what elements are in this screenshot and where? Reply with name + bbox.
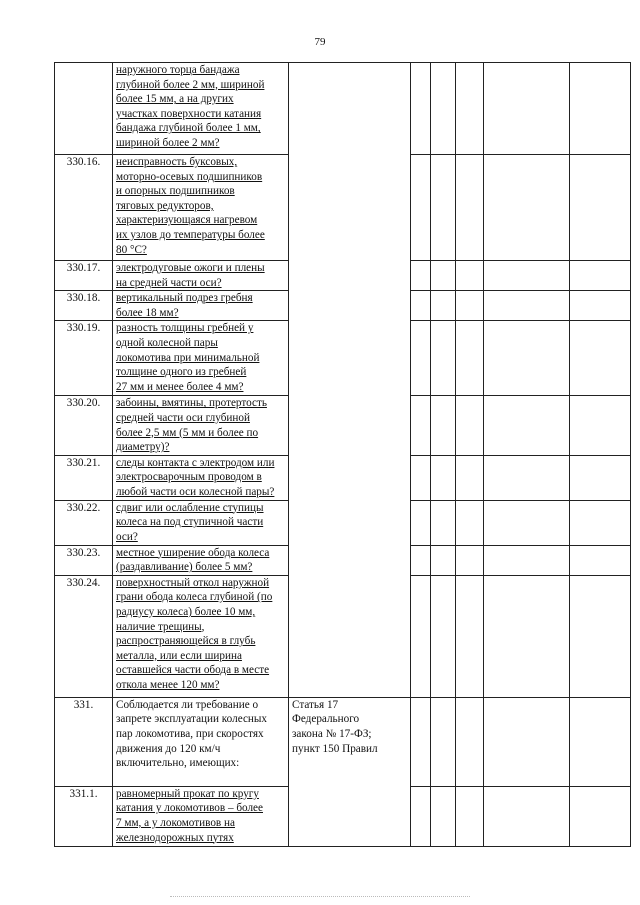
extra-cell — [570, 63, 631, 155]
answer-yes-cell — [411, 63, 431, 155]
requirement-line: 80 °C? — [116, 243, 147, 256]
answer-na-cell — [456, 697, 484, 786]
legal-reference-line: Статья 17 — [292, 698, 339, 711]
item-number: 330.19. — [55, 321, 113, 396]
requirement-line: тяговых редукторов, — [116, 199, 214, 212]
requirement-line: характеризующаяся нагревом — [116, 214, 258, 227]
requirement-line: электродуговые ожоги и плены — [116, 262, 265, 274]
answer-yes-cell — [411, 500, 431, 545]
answer-na-cell — [456, 261, 484, 291]
requirement-text — [113, 261, 289, 291]
requirement-text — [113, 786, 289, 846]
legal-reference-cell — [289, 63, 411, 698]
notes-cell — [484, 321, 570, 396]
answer-na-cell — [456, 455, 484, 500]
legal-reference-cell — [289, 697, 411, 846]
notes-cell — [484, 455, 570, 500]
extra-cell — [570, 455, 631, 500]
requirement-line: откола менее 120 мм? — [116, 678, 220, 691]
notes-cell — [484, 545, 570, 575]
requirement-line: включительно, имеющих: — [116, 757, 240, 770]
requirement-line: локомотива при минимальной — [116, 351, 260, 364]
answer-no-cell — [431, 786, 456, 846]
requirement-text — [113, 321, 289, 396]
checklist-table — [54, 62, 631, 847]
requirement-text — [113, 155, 289, 261]
item-number — [55, 63, 113, 155]
extra-cell — [570, 396, 631, 455]
requirement-line: вертикальный подрез гребня — [116, 292, 253, 305]
answer-yes-cell — [411, 575, 431, 697]
requirement-line: пар локомотива, при скоростях — [116, 727, 264, 740]
table-row — [55, 697, 631, 786]
item-number: 330.23. — [55, 545, 113, 575]
requirement-text — [113, 291, 289, 321]
requirement-line: (раздавливание) более 5 мм? — [116, 561, 253, 574]
answer-no-cell — [431, 697, 456, 786]
answer-no-cell — [431, 396, 456, 455]
item-number: 330.24. — [55, 575, 113, 697]
requirement-line: моторно-осевых подшипников — [116, 170, 263, 183]
requirement-line: наличие трещины, — [116, 620, 205, 633]
requirement-line: Соблюдается ли требование о — [116, 698, 259, 711]
answer-yes-cell — [411, 321, 431, 396]
requirement-text — [113, 455, 289, 500]
requirement-line: распространяющейся в глубь — [116, 635, 256, 648]
requirement-line: электросварочным проводом в — [116, 471, 262, 484]
notes-cell — [484, 786, 570, 846]
requirement-line: одной колесной пары — [116, 336, 218, 349]
requirement-line: железнодорожных путях — [116, 831, 234, 844]
notes-cell — [484, 155, 570, 261]
answer-yes-cell — [411, 455, 431, 500]
page-number: 79 — [314, 36, 326, 48]
requirement-line: более 18 мм? — [116, 306, 179, 319]
table-body — [55, 63, 631, 847]
requirement-line: наружного торца бандажа — [116, 64, 240, 76]
requirement-line: радиусу колеса) более 10 мм, — [116, 605, 256, 618]
answer-na-cell — [456, 155, 484, 261]
answer-yes-cell — [411, 261, 431, 291]
requirement-line: 7 мм, а у локомотивов на — [116, 816, 235, 829]
requirement-line: забоины, вмятины, протертость — [116, 397, 267, 410]
requirement-line: 27 мм и менее более 4 мм? — [116, 380, 244, 393]
extra-cell — [570, 155, 631, 261]
answer-na-cell — [456, 500, 484, 545]
item-number: 331. — [55, 697, 113, 786]
item-number: 330.21. — [55, 455, 113, 500]
requirement-line: участках поверхности катания — [116, 107, 262, 120]
answer-na-cell — [456, 575, 484, 697]
answer-no-cell — [431, 455, 456, 500]
extra-cell — [570, 291, 631, 321]
answer-no-cell — [431, 261, 456, 291]
extra-cell — [570, 500, 631, 545]
requirement-line: движения до 120 км/ч — [116, 742, 221, 755]
answer-yes-cell — [411, 396, 431, 455]
requirement-text — [113, 575, 289, 697]
answer-na-cell — [456, 545, 484, 575]
requirement-text — [113, 63, 289, 155]
answer-na-cell — [456, 786, 484, 846]
notes-cell — [484, 500, 570, 545]
item-number: 330.18. — [55, 291, 113, 321]
notes-cell — [484, 291, 570, 321]
requirement-line: бандажа глубиной более 1 мм, — [116, 122, 261, 135]
item-number: 330.22. — [55, 500, 113, 545]
legal-reference-line: пункт 150 Правил — [292, 742, 378, 755]
requirement-text — [113, 697, 289, 786]
answer-na-cell — [456, 291, 484, 321]
extra-cell — [570, 545, 631, 575]
scan-artifact-line — [170, 896, 470, 898]
answer-no-cell — [431, 291, 456, 321]
requirement-line: более 15 мм, а на других — [116, 93, 234, 106]
answer-no-cell — [431, 155, 456, 261]
notes-cell — [484, 63, 570, 155]
requirement-line: и опорных подшипников — [116, 185, 235, 198]
requirement-line: поверхностный откол наружной — [116, 576, 270, 589]
answer-yes-cell — [411, 786, 431, 846]
requirement-line: колеса на под ступичной части — [116, 516, 264, 529]
legal-reference-line: Федерального — [292, 713, 360, 726]
requirement-line: сдвиг или ослабление ступицы — [116, 501, 264, 514]
requirement-line: толщине одного из гребней — [116, 366, 247, 379]
requirement-text — [113, 545, 289, 575]
requirement-text — [113, 500, 289, 545]
item-number: 330.16. — [55, 155, 113, 261]
extra-cell — [570, 261, 631, 291]
legal-reference-line: закона № 17-ФЗ; — [292, 727, 372, 740]
answer-na-cell — [456, 396, 484, 455]
requirement-text — [113, 396, 289, 455]
requirement-line: разность толщины гребней у — [116, 322, 254, 335]
requirement-line: неисправность буксовых, — [116, 156, 238, 168]
requirement-line: их узлов до температуры более — [116, 228, 265, 241]
answer-no-cell — [431, 63, 456, 155]
item-number: 331.1. — [55, 786, 113, 846]
requirement-line: любой части оси колесной пары? — [116, 485, 275, 498]
item-number: 330.20. — [55, 396, 113, 455]
requirement-line: оставшейся части обода в месте — [116, 664, 270, 677]
extra-cell — [570, 321, 631, 396]
requirement-line: местное уширение обода колеса — [116, 546, 270, 559]
answer-yes-cell — [411, 291, 431, 321]
notes-cell — [484, 697, 570, 786]
answer-no-cell — [431, 545, 456, 575]
extra-cell — [570, 786, 631, 846]
answer-no-cell — [431, 321, 456, 396]
extra-cell — [570, 697, 631, 786]
requirement-line: шириной более 2 мм? — [116, 136, 220, 149]
answer-yes-cell — [411, 155, 431, 261]
answer-no-cell — [431, 500, 456, 545]
answer-no-cell — [431, 575, 456, 697]
extra-cell — [570, 575, 631, 697]
answer-na-cell — [456, 321, 484, 396]
notes-cell — [484, 396, 570, 455]
item-number: 330.17. — [55, 261, 113, 291]
answer-yes-cell — [411, 545, 431, 575]
answer-yes-cell — [411, 697, 431, 786]
notes-cell — [484, 575, 570, 697]
notes-cell — [484, 261, 570, 291]
answer-na-cell — [456, 63, 484, 155]
requirement-line: катания у локомотивов – более — [116, 802, 263, 815]
requirement-line: на средней части оси? — [116, 276, 222, 289]
requirement-line: оси? — [116, 530, 138, 543]
requirement-line: глубиной более 2 мм, шириной — [116, 78, 265, 91]
requirement-line: более 2,5 мм (5 мм и более по — [116, 426, 259, 439]
requirement-line: равномерный прокат по кругу — [116, 787, 259, 800]
requirement-line: металла, или если ширина — [116, 649, 242, 662]
requirement-line: запрете эксплуатации колесных — [116, 713, 268, 726]
requirement-line: грани обода колеса глубиной (по — [116, 591, 273, 604]
requirement-line: следы контакта с электродом или — [116, 456, 275, 469]
requirement-line: средней части оси глубиной — [116, 411, 250, 424]
table-row — [55, 63, 631, 155]
requirement-line: диаметру)? — [116, 441, 170, 454]
